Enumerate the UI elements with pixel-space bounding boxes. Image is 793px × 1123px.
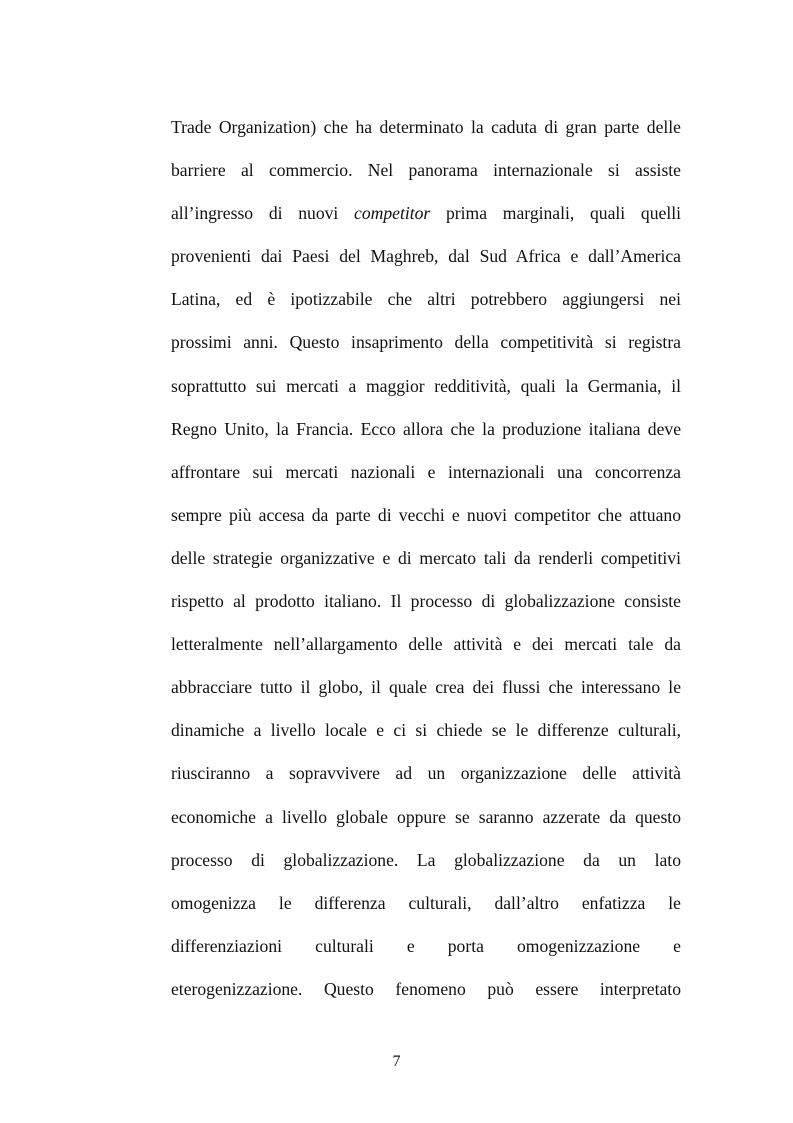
text-line [171, 759, 681, 802]
text-line [171, 372, 681, 415]
text-line [171, 415, 681, 458]
body-text [171, 113, 681, 1018]
text-run: all’ingresso di nuovi [171, 203, 355, 224]
text-run: provenienti dai Paesi del Maghreb, dal Sud Africa e dall’America [171, 246, 681, 267]
text-line [171, 587, 681, 630]
page-number: 7 [392, 1053, 401, 1070]
text-run: Latina, ed è ipotizzabile che altri potrebbero aggiungersi nei [171, 289, 681, 310]
text-run: barriere al commercio. Nel panorama internazionale si assiste [171, 160, 681, 181]
text-run: dinamiche a livello locale e ci si chiede se le differenze culturali, [171, 720, 681, 741]
text-line [171, 113, 681, 156]
text-run: letteralmente nell’allargamento delle attività e dei mercati tale da [171, 634, 681, 655]
text-run: rispetto al prodotto italiano. Il processo di globalizzazione consiste [171, 591, 681, 612]
text-run: omogenizza le differenza culturali, dall’altro enfatizza le [171, 892, 681, 913]
text-line [171, 846, 681, 889]
text-line [171, 199, 681, 242]
text-run: riusciranno a sopravvivere ad un organizzazione delle attività [171, 763, 681, 784]
text-line [171, 716, 681, 759]
text-run: affrontare sui mercati nazionali e internazionali una concorrenza [171, 461, 681, 482]
text-line [171, 975, 681, 1018]
text-line [171, 544, 681, 587]
italic-term: competitor [354, 203, 431, 224]
text-run: abbracciare tutto il globo, il quale crea dei flussi che interessano le [171, 677, 681, 698]
text-run: sempre più accesa da parte di vecchi e nuovi competitor che attuano [171, 504, 681, 525]
text-line [171, 156, 681, 199]
text-line [171, 803, 681, 846]
text-line [171, 501, 681, 544]
text-line [171, 673, 681, 716]
text-run: economiche a livello globale oppure se saranno azzerate da questo [171, 806, 681, 827]
text-run: processo di globalizzazione. La globalizzazione da un lato [171, 849, 681, 870]
text-line [171, 285, 681, 328]
text-line [171, 242, 681, 285]
text-run: soprattutto sui mercati a maggior redditività, quali la Germania, il [171, 375, 681, 396]
text-run: differenziazioni culturali e porta omogenizzazione e [171, 935, 681, 956]
text-run: eterogenizzazione. Questo fenomeno può essere interpretato [171, 978, 681, 999]
text-line [171, 328, 681, 371]
text-run: Trade Organization) che ha determinato la caduta di gran parte delle [171, 117, 681, 137]
text-line [171, 458, 681, 501]
text-run: delle strategie organizzative e di mercato tali da renderli competitivi [171, 547, 681, 568]
text-line [171, 630, 681, 673]
text-run: Regno Unito, la Francia. Ecco allora che la produzione italiana deve [171, 418, 681, 439]
text-run: prima marginali, quali quelli [430, 203, 681, 224]
text-run: prossimi anni. Questo insaprimento della competitività si registra [171, 332, 681, 353]
text-line [171, 889, 681, 932]
text-line [171, 932, 681, 975]
